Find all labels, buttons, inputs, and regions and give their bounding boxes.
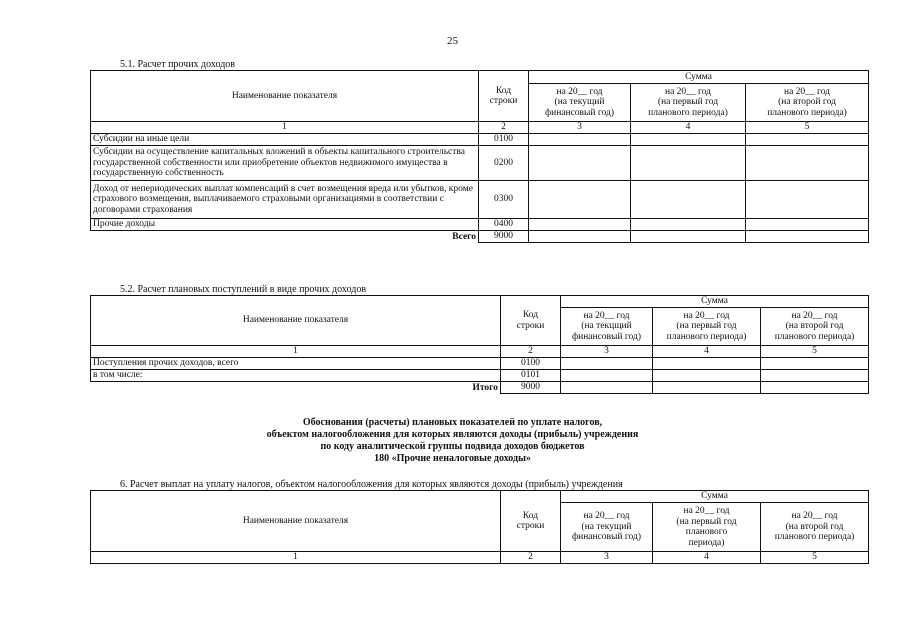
value-cell[interactable] — [529, 134, 631, 146]
value-cell[interactable] — [746, 134, 869, 146]
section-6-title: 6. Расчет выплат на уплату налогов, объектом налогообложения для которых являются доходы (прибыль) учреждения — [120, 479, 623, 490]
value-cell[interactable] — [631, 219, 746, 231]
total-row — [91, 231, 869, 243]
col-number: 3 — [561, 552, 653, 564]
col-number: 4 — [653, 346, 761, 358]
value-cell[interactable] — [631, 146, 746, 181]
table-row — [91, 358, 869, 370]
row-code: 0200 — [479, 146, 529, 181]
col-number: 3 — [561, 346, 653, 358]
row-name: Доход от непериодических выплат компенсаций в счет возмещения вреда или убытков, кроме страхового возмещения, выплачиваемого страховыми организациями в соответствии с договорами страхования — [91, 181, 479, 219]
justification-heading-line-1: Обоснования (расчеты) плановых показателей по уплате налогов, — [302, 417, 603, 428]
total-code: 9000 — [501, 382, 561, 394]
value-cell[interactable] — [653, 370, 761, 382]
value-cell[interactable] — [529, 219, 631, 231]
row-code: 0100 — [501, 358, 561, 370]
col-header-sum: Сумма — [561, 296, 869, 308]
value-cell[interactable] — [653, 382, 761, 394]
table-tax-payments — [90, 490, 869, 564]
col-header-year-1: на 20__ год (на текущий финансовый год) — [529, 84, 631, 122]
col-header-year-1: на 20__ год (на текцщий финансовый год) — [561, 308, 653, 346]
col-number: 5 — [761, 346, 869, 358]
col-header-year-2: на 20__ год (на первый год планового периода) — [653, 308, 761, 346]
col-header-code: Код строки — [501, 296, 561, 346]
total-code: 9000 — [479, 231, 529, 243]
col-number: 5 — [761, 552, 869, 564]
row-name: Субсидии на осуществление капитальных вложений в объекты капитального строительства государственной собственности или приобретение объектов недвижимого имущества в государственную собственность — [91, 146, 479, 181]
value-cell[interactable] — [631, 134, 746, 146]
table-row — [91, 134, 869, 146]
row-code: 0300 — [479, 181, 529, 219]
value-cell[interactable] — [746, 146, 869, 181]
page-number: 25 — [447, 35, 458, 47]
col-header-year-2: на 20__ год (на первый год планового периода) — [653, 503, 761, 552]
total-row — [91, 382, 869, 394]
col-number: 1 — [91, 122, 479, 134]
col-header-year-3: на 20__ год (на второй год планового периода) — [761, 308, 869, 346]
col-number: 2 — [501, 552, 561, 564]
value-cell[interactable] — [761, 370, 869, 382]
col-header-year-3: на 20__ год (на второй год планового периода) — [746, 84, 869, 122]
value-cell[interactable] — [529, 146, 631, 181]
row-code: 0400 — [479, 219, 529, 231]
value-cell[interactable] — [761, 382, 869, 394]
col-number: 5 — [746, 122, 869, 134]
total-label: Итого — [91, 382, 501, 394]
value-cell[interactable] — [561, 382, 653, 394]
justification-heading-line-2: объектом налогообложения для которых являются доходы (прибыль) учреждения — [266, 429, 639, 440]
col-number: 2 — [501, 346, 561, 358]
col-header-code: Код строки — [501, 491, 561, 552]
col-header-name: Наименование показателя — [91, 296, 501, 346]
row-name: Поступления прочих доходов, всего — [91, 358, 501, 370]
value-cell[interactable] — [746, 181, 869, 219]
value-cell[interactable] — [746, 219, 869, 231]
table-row — [91, 370, 869, 382]
col-number: 2 — [479, 122, 529, 134]
col-header-name: Наименование показателя — [91, 71, 479, 122]
table-other-income — [90, 70, 869, 243]
justification-heading-line-4: 180 «Прочие неналоговые доходы» — [374, 453, 531, 464]
section-5-2-title: 5.2. Расчет плановых поступлений в виде прочих доходов — [120, 284, 367, 295]
value-cell[interactable] — [529, 181, 631, 219]
col-number: 3 — [529, 122, 631, 134]
row-name: в том числе: — [91, 370, 501, 382]
table-planned-receipts — [90, 295, 869, 394]
col-number: 4 — [631, 122, 746, 134]
col-header-year-3: на 20__ год (на второй год планового периода) — [761, 503, 869, 552]
col-header-name: Наименование показателя — [91, 491, 501, 552]
col-header-code: Код строки — [479, 71, 529, 122]
row-name: Субсидии на иные цели — [91, 134, 479, 146]
justification-heading-line-3: по коду аналитической группы подвида доходов бюджетов — [320, 441, 585, 452]
col-number: 4 — [653, 552, 761, 564]
value-cell[interactable] — [653, 358, 761, 370]
table-row — [91, 181, 869, 219]
col-header-year-2: на 20__ год (на первый год планового периода) — [631, 84, 746, 122]
table-row — [91, 219, 869, 231]
col-header-sum: Сумма — [529, 71, 869, 84]
col-number: 1 — [91, 552, 501, 564]
total-label: Всего — [91, 231, 479, 243]
value-cell[interactable] — [529, 231, 631, 243]
row-code: 0101 — [501, 370, 561, 382]
section-5-1-title: 5.1. Расчет прочих доходов — [120, 59, 236, 70]
value-cell[interactable] — [631, 231, 746, 243]
value-cell[interactable] — [561, 370, 653, 382]
value-cell[interactable] — [561, 358, 653, 370]
row-code: 0100 — [479, 134, 529, 146]
col-header-year-1: на 20__ год (на текущий финансовый год) — [561, 503, 653, 552]
col-number: 1 — [91, 346, 501, 358]
value-cell[interactable] — [761, 358, 869, 370]
table-row — [91, 146, 869, 181]
col-header-sum: Сумма — [561, 491, 869, 503]
value-cell[interactable] — [746, 231, 869, 243]
row-name: Прочие доходы — [91, 219, 479, 231]
value-cell[interactable] — [631, 181, 746, 219]
